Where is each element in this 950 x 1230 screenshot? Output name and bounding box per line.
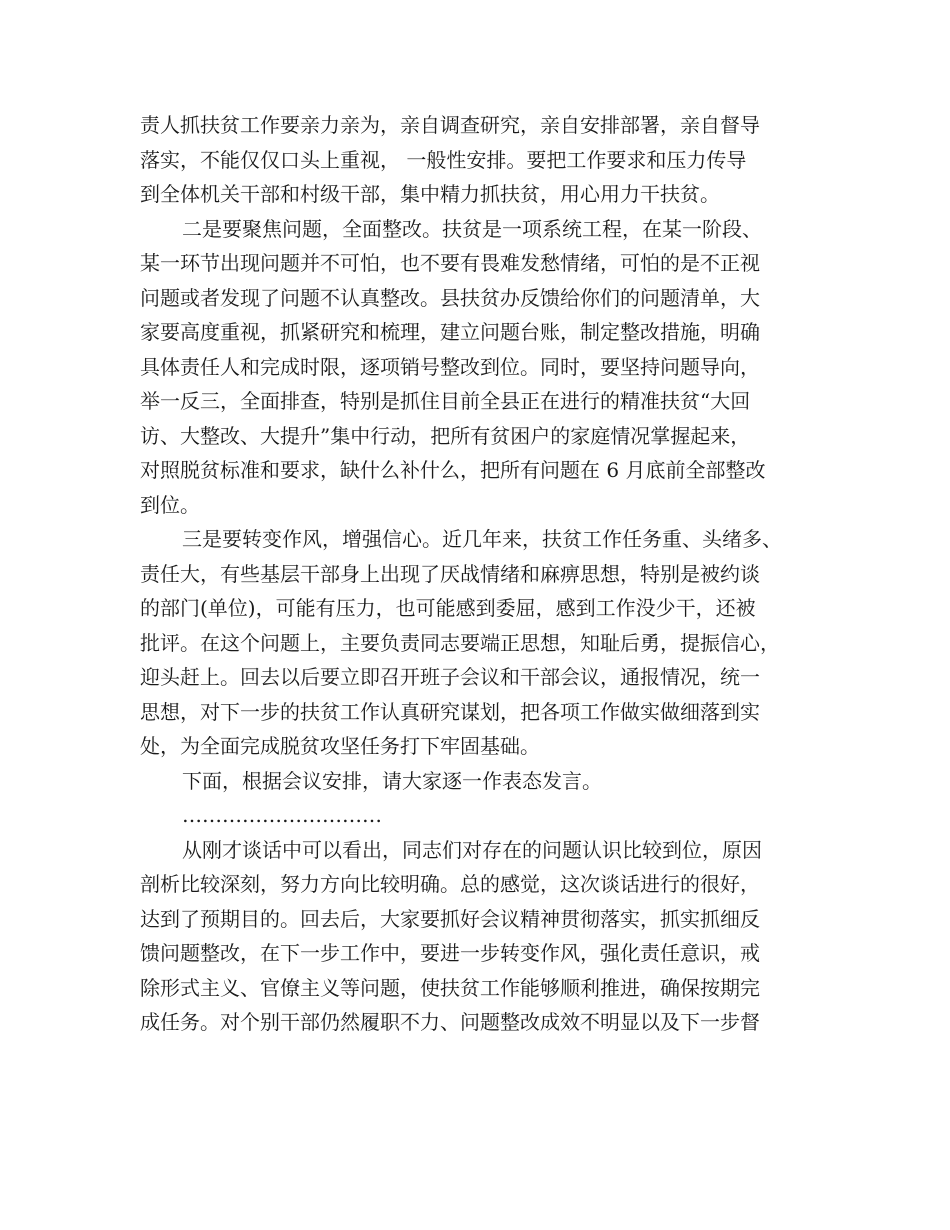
text-line: 的部门(单位)，可能有压力，也可能感到委屈，感到工作没少干，还被: [140, 596, 756, 620]
text-line: 从刚才谈话中可以看出，同志们对存在的问题认识比较到位，原因: [182, 837, 762, 862]
text-line: 三是要转变作风，增强信心。近几年来，扶贫工作任务重、头绪多、: [182, 527, 782, 551]
text-line: 落实，不能仅仅口头上重视， 一般性安排。要把工作要求和压力传导: [140, 147, 747, 172]
text-line: 除形式主义、官僚主义等问题，使扶贫工作能够顺利推进，确保按期完: [140, 975, 760, 1000]
text-line: 迎头赶上。回去以后要立即召开班子会议和干部会议，通报情况，统一: [140, 665, 760, 689]
text-line: 处，为全面完成脱贫攻坚任务打下牢固基础。: [140, 734, 540, 758]
text-line: 下面，根据会议安排，请大家逐一作表态发言。: [182, 768, 602, 793]
text-line: 家要高度重视，抓紧研究和梳理，建立问题台账，制定整改措施，明确: [140, 320, 760, 344]
text-line: 到位。: [140, 492, 200, 517]
text-line: 访、大整改、大提升”集中行动，把所有贫困户的家庭情况掌握起来，: [140, 423, 751, 448]
text-line: 对照脱贫标准和要求，缺什么补什么，把所有问题在 6 月底前全部整改: [140, 458, 766, 482]
text-line: …………………………: [182, 803, 382, 827]
text-line: 馈问题整改，在下一步工作中，要进一步转变作风，强化责任意识，戒: [140, 941, 760, 965]
text-line: 具体责任人和完成时限，逐项销号整改到位。同时，要坚持问题导向，: [140, 354, 760, 379]
text-line: 举一反三，全面排查，特别是抓住目前全县正在进行的精准扶贫“大回: [140, 389, 751, 413]
text-line: 某一环节出现问题并不可怕，也不要有畏难发愁情绪，可怕的是不正视: [140, 251, 760, 275]
text-line: 成任务。对个别干部仍然履职不力、问题整改成效不明显以及下一步督: [140, 1010, 760, 1034]
text-line: 思想，对下一步的扶贫工作认真研究谋划，把各项工作做实做细落到实: [140, 699, 760, 724]
text-line: 二是要聚焦问题，全面整改。扶贫是一项系统工程，在某一阶段、: [182, 216, 762, 241]
text-line: 达到了预期目的。回去后，大家要抓好会议精神贯彻落实，抓实抓细反: [140, 906, 760, 931]
text-line: 责任大，有些基层干部身上出现了厌战情绪和麻痹思想，特别是被约谈: [140, 561, 760, 586]
text-line: 剖析比较深刻，努力方向比较明确。总的感觉，这次谈话进行的很好，: [140, 872, 760, 896]
text-line: 到全体机关干部和村级干部，集中精力抓扶贫，用心用力干扶贫。: [140, 182, 720, 206]
document-body: [140, 108, 830, 1040]
text-line: 问题或者发现了问题不认真整改。县扶贫办反馈给你们的问题清单，大: [140, 285, 760, 310]
text-line: 责人抓扶贫工作要亲力亲为，亲自调查研究，亲自安排部署，亲自督导: [140, 113, 760, 137]
text-line: 批评。在这个问题上，主要负责同志要端正思想，知耻后勇，提振信心，: [140, 630, 780, 655]
